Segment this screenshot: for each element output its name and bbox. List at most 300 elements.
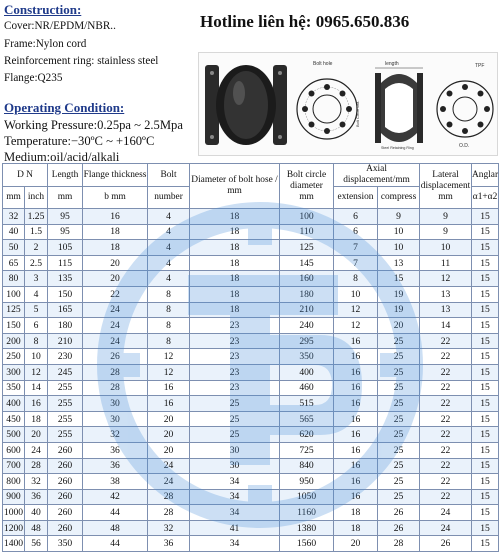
header-dn: D N (3, 164, 48, 187)
operating-title: Operating Condition: (4, 100, 125, 115)
cell-bolt-number: 24 (148, 458, 190, 474)
cell-bolt-hole-diameter: 30 (190, 458, 280, 474)
cell-axial-extension: 6 (334, 209, 378, 225)
cell-lateral-displacement: 22 (420, 380, 472, 396)
cell-angular: 15 (472, 536, 499, 552)
cell-lateral-displacement: 22 (420, 458, 472, 474)
cell-length: 210 (48, 333, 83, 349)
cell-dn-inch: 1.25 (25, 209, 48, 225)
cell-flange-thickness: 30 (83, 396, 148, 412)
cell-flange-thickness: 38 (83, 474, 148, 490)
cell-flange-thickness: 48 (83, 520, 148, 536)
cell-lateral-displacement: 26 (420, 536, 472, 552)
cell-axial-compress: 26 (378, 505, 420, 521)
operating-pressure: Working Pressure:0.25pa ~ 2.5Mpa (4, 118, 183, 132)
cell-bolt-hole-diameter: 18 (190, 271, 280, 287)
cell-axial-compress: 20 (378, 318, 420, 334)
cell-dn-mm: 100 (3, 286, 25, 302)
cell-bolt-hole-diameter: 18 (190, 240, 280, 256)
cell-flange-thickness: 24 (83, 318, 148, 334)
cell-lateral-displacement: 22 (420, 333, 472, 349)
cell-bolt-number: 32 (148, 520, 190, 536)
cell-bolt-number: 8 (148, 302, 190, 318)
cell-dn-mm: 800 (3, 474, 25, 490)
cell-bolt-number: 12 (148, 364, 190, 380)
header-bolt-unit: number (148, 187, 190, 209)
cell-bolt-number: 8 (148, 286, 190, 302)
cell-length: 260 (48, 520, 83, 536)
cell-axial-compress: 9 (378, 209, 420, 225)
cell-angular: 15 (472, 364, 499, 380)
cell-dn-inch: 28 (25, 458, 48, 474)
cell-axial-extension: 16 (334, 333, 378, 349)
cell-angular: 15 (472, 505, 499, 521)
cell-dn-mm: 80 (3, 271, 25, 287)
cell-bolt-circle-diameter: 1050 (280, 489, 334, 505)
cell-axial-compress: 10 (378, 224, 420, 240)
cell-bolt-number: 4 (148, 224, 190, 240)
cell-dn-inch: 14 (25, 380, 48, 396)
cell-axial-extension: 16 (334, 427, 378, 443)
cell-bolt-circle-diameter: 160 (280, 271, 334, 287)
cell-bolt-circle-diameter: 210 (280, 302, 334, 318)
cell-dn-inch: 18 (25, 411, 48, 427)
cell-dn-mm: 1400 (3, 536, 25, 552)
cell-dn-mm: 65 (3, 255, 25, 271)
construction-ring: Reinforcement ring: stainless steel (4, 55, 159, 67)
cell-bolt-number: 20 (148, 427, 190, 443)
section-drawing (367, 57, 431, 153)
cell-dn-inch: 32 (25, 474, 48, 490)
cell-dn-mm: 700 (3, 458, 25, 474)
cell-bolt-hole-diameter: 34 (190, 505, 280, 521)
cell-lateral-displacement: 12 (420, 271, 472, 287)
cell-axial-compress: 10 (378, 240, 420, 256)
cell-dn-mm: 500 (3, 427, 25, 443)
header-lateral (420, 164, 472, 209)
table-row (3, 364, 499, 380)
cell-lateral-displacement: 22 (420, 364, 472, 380)
cell-axial-compress: 25 (378, 411, 420, 427)
cell-bolt-circle-diameter: 840 (280, 458, 334, 474)
header-extension: extension (334, 187, 378, 209)
od-label: O.D. (459, 143, 470, 149)
table-row (3, 380, 499, 396)
cell-bolt-hole-diameter: 30 (190, 442, 280, 458)
cell-flange-thickness: 18 (83, 240, 148, 256)
cell-axial-extension: 12 (334, 302, 378, 318)
cell-flange-thickness: 36 (83, 458, 148, 474)
cell-flange-thickness: 32 (83, 427, 148, 443)
cell-axial-compress: 15 (378, 271, 420, 287)
cell-bolt-circle-diameter: 240 (280, 318, 334, 334)
cell-flange-thickness: 42 (83, 489, 148, 505)
cell-axial-extension: 7 (334, 255, 378, 271)
cell-axial-compress: 25 (378, 333, 420, 349)
cell-bolt-hole-diameter: 34 (190, 489, 280, 505)
bolt-circle-label: Bolt Circle Dia. (355, 100, 360, 127)
rubber-joint-photo (203, 59, 289, 151)
header-axial: Axial displacement/mm (334, 164, 420, 187)
cell-axial-extension: 10 (334, 286, 378, 302)
cell-axial-compress: 19 (378, 286, 420, 302)
cell-angular: 15 (472, 240, 499, 256)
cell-dn-inch: 8 (25, 333, 48, 349)
cell-bolt-number: 20 (148, 411, 190, 427)
table-row (3, 396, 499, 412)
cell-axial-compress: 25 (378, 474, 420, 490)
cell-axial-compress: 13 (378, 255, 420, 271)
header-flange: Flange thickness (83, 164, 148, 187)
cell-length: 95 (48, 224, 83, 240)
cell-dn-mm: 250 (3, 349, 25, 365)
cell-dn-mm: 400 (3, 396, 25, 412)
cell-lateral-displacement: 22 (420, 489, 472, 505)
table-row (3, 255, 499, 271)
cell-dn-mm: 450 (3, 411, 25, 427)
cell-axial-extension: 16 (334, 380, 378, 396)
bolt-hole-label: Bolt hole (313, 61, 333, 67)
cell-bolt-hole-diameter: 41 (190, 520, 280, 536)
cell-dn-inch: 10 (25, 349, 48, 365)
construction-cover: Cover:NR/EPDM/NBR.. (4, 20, 116, 32)
table-row (3, 427, 499, 443)
cell-dn-inch: 12 (25, 364, 48, 380)
cell-lateral-displacement: 24 (420, 520, 472, 536)
table-row (3, 411, 499, 427)
cell-axial-extension: 16 (334, 396, 378, 412)
cell-lateral-displacement: 22 (420, 427, 472, 443)
cell-bolt-number: 4 (148, 255, 190, 271)
cell-bolt-circle-diameter: 145 (280, 255, 334, 271)
cell-axial-compress: 25 (378, 489, 420, 505)
cell-dn-inch: 2 (25, 240, 48, 256)
cell-lateral-displacement: 22 (420, 474, 472, 490)
cell-axial-compress: 25 (378, 364, 420, 380)
cell-bolt-hole-diameter: 18 (190, 286, 280, 302)
table-row (3, 458, 499, 474)
cell-axial-compress: 26 (378, 520, 420, 536)
cell-lateral-displacement: 10 (420, 240, 472, 256)
cell-dn-inch: 2.5 (25, 255, 48, 271)
cell-angular: 15 (472, 520, 499, 536)
cell-bolt-circle-diameter: 295 (280, 333, 334, 349)
cell-bolt-hole-diameter: 25 (190, 411, 280, 427)
spec-header (0, 0, 500, 163)
cell-dn-inch: 24 (25, 442, 48, 458)
header-angular-unit: α1+α2 (472, 187, 499, 209)
cell-bolt-hole-diameter: 18 (190, 224, 280, 240)
cell-axial-extension: 7 (334, 240, 378, 256)
table-row (3, 209, 499, 225)
cell-axial-extension: 18 (334, 505, 378, 521)
cell-angular: 15 (472, 474, 499, 490)
cell-length: 115 (48, 255, 83, 271)
cell-axial-extension: 16 (334, 489, 378, 505)
header-bolt-circle-unit: mm (299, 191, 314, 202)
flange-face-drawing (293, 57, 365, 153)
table-row (3, 302, 499, 318)
cell-length: 260 (48, 458, 83, 474)
cell-bolt-number: 28 (148, 489, 190, 505)
header-length-unit: mm (48, 187, 83, 209)
cell-length: 105 (48, 240, 83, 256)
cell-flange-thickness: 22 (83, 286, 148, 302)
cell-length: 150 (48, 286, 83, 302)
cell-lateral-displacement: 9 (420, 209, 472, 225)
cell-flange-thickness: 18 (83, 224, 148, 240)
cell-length: 260 (48, 505, 83, 521)
table-row (3, 224, 499, 240)
cell-dn-mm: 1200 (3, 520, 25, 536)
cell-axial-extension: 16 (334, 458, 378, 474)
cell-angular: 15 (472, 271, 499, 287)
cell-lateral-displacement: 9 (420, 224, 472, 240)
table-row (3, 442, 499, 458)
table-row (3, 505, 499, 521)
cell-dn-inch: 16 (25, 396, 48, 412)
cell-bolt-hole-diameter: 18 (190, 302, 280, 318)
cell-bolt-number: 8 (148, 333, 190, 349)
hotline-text: Hotline liên hệ: 0965.650.836 (200, 12, 410, 31)
table-row (3, 536, 499, 552)
cell-flange-thickness: 44 (83, 536, 148, 552)
cell-bolt-circle-diameter: 400 (280, 364, 334, 380)
cell-length: 135 (48, 271, 83, 287)
cell-flange-thickness: 26 (83, 349, 148, 365)
cell-length: 230 (48, 349, 83, 365)
table-row (3, 474, 499, 490)
cell-lateral-displacement: 11 (420, 255, 472, 271)
cell-bolt-number: 28 (148, 505, 190, 521)
cell-bolt-hole-diameter: 23 (190, 380, 280, 396)
specification-table (2, 163, 499, 552)
cell-bolt-circle-diameter: 1380 (280, 520, 334, 536)
cell-length: 180 (48, 318, 83, 334)
cell-axial-extension: 20 (334, 536, 378, 552)
cell-flange-thickness: 30 (83, 411, 148, 427)
cell-dn-mm: 300 (3, 364, 25, 380)
cell-bolt-number: 36 (148, 536, 190, 552)
cell-lateral-displacement: 22 (420, 442, 472, 458)
cell-dn-inch: 20 (25, 427, 48, 443)
cell-bolt-number: 16 (148, 380, 190, 396)
cell-lateral-displacement: 22 (420, 396, 472, 412)
cell-lateral-displacement: 24 (420, 505, 472, 521)
cell-axial-compress: 25 (378, 396, 420, 412)
cell-angular: 15 (472, 318, 499, 334)
cell-bolt-number: 20 (148, 442, 190, 458)
cell-bolt-number: 4 (148, 240, 190, 256)
cell-dn-mm: 40 (3, 224, 25, 240)
table-row (3, 349, 499, 365)
cell-bolt-hole-diameter: 23 (190, 364, 280, 380)
product-illustrations (198, 52, 498, 156)
cell-flange-thickness: 44 (83, 505, 148, 521)
header-length: Length (48, 164, 83, 187)
cell-length: 260 (48, 442, 83, 458)
cell-bolt-hole-diameter: 23 (190, 333, 280, 349)
cell-dn-inch: 6 (25, 318, 48, 334)
cell-flange-thickness: 20 (83, 271, 148, 287)
table-row (3, 240, 499, 256)
cell-flange-thickness: 36 (83, 442, 148, 458)
cell-flange-thickness: 24 (83, 333, 148, 349)
cell-lateral-displacement: 22 (420, 349, 472, 365)
table-row (3, 333, 499, 349)
cell-axial-extension: 12 (334, 318, 378, 334)
cell-axial-extension: 18 (334, 520, 378, 536)
cell-length: 260 (48, 489, 83, 505)
cell-bolt-number: 12 (148, 349, 190, 365)
cell-bolt-circle-diameter: 565 (280, 411, 334, 427)
header-lateral-title: Lateral displacement (420, 169, 471, 191)
cell-bolt-hole-diameter: 25 (190, 396, 280, 412)
cell-angular: 15 (472, 411, 499, 427)
cell-bolt-hole-diameter: 25 (190, 427, 280, 443)
cell-length: 255 (48, 380, 83, 396)
cell-axial-extension: 16 (334, 442, 378, 458)
cell-bolt-circle-diameter: 125 (280, 240, 334, 256)
cell-axial-compress: 25 (378, 458, 420, 474)
cell-axial-extension: 16 (334, 411, 378, 427)
cell-bolt-hole-diameter: 34 (190, 536, 280, 552)
cell-dn-mm: 32 (3, 209, 25, 225)
cell-dn-inch: 56 (25, 536, 48, 552)
cell-flange-thickness: 28 (83, 380, 148, 396)
header-angular: Anglar (472, 164, 499, 187)
flange-od-drawing (433, 57, 497, 153)
cell-bolt-circle-diameter: 100 (280, 209, 334, 225)
cell-bolt-circle-diameter: 725 (280, 442, 334, 458)
construction-flange: Flange:Q235 (4, 72, 63, 84)
header-inch: inch (25, 187, 48, 209)
cell-angular: 15 (472, 396, 499, 412)
cell-bolt-circle-diameter: 110 (280, 224, 334, 240)
cell-flange-thickness: 20 (83, 255, 148, 271)
cell-angular: 15 (472, 442, 499, 458)
cell-axial-compress: 25 (378, 380, 420, 396)
header-bolt-hole-dia: Diameter of bolt hose / mm (190, 164, 280, 209)
cell-dn-inch: 3 (25, 271, 48, 287)
cell-bolt-circle-diameter: 950 (280, 474, 334, 490)
cell-bolt-circle-diameter: 460 (280, 380, 334, 396)
cell-dn-inch: 36 (25, 489, 48, 505)
cell-length: 95 (48, 209, 83, 225)
cell-dn-mm: 1000 (3, 505, 25, 521)
construction-frame: Frame:Nylon cord (4, 38, 87, 50)
cell-angular: 15 (472, 286, 499, 302)
cell-angular: 15 (472, 255, 499, 271)
cell-bolt-hole-diameter: 18 (190, 209, 280, 225)
cell-bolt-number: 16 (148, 396, 190, 412)
cell-axial-compress: 25 (378, 427, 420, 443)
cell-length: 245 (48, 364, 83, 380)
cell-lateral-displacement: 14 (420, 318, 472, 334)
cell-axial-compress: 25 (378, 442, 420, 458)
cell-dn-mm: 125 (3, 302, 25, 318)
cell-axial-extension: 16 (334, 349, 378, 365)
cell-bolt-circle-diameter: 1160 (280, 505, 334, 521)
cell-length: 350 (48, 536, 83, 552)
header-mm: mm (3, 187, 25, 209)
cell-bolt-number: 8 (148, 318, 190, 334)
cell-dn-mm: 50 (3, 240, 25, 256)
cell-dn-inch: 48 (25, 520, 48, 536)
cell-bolt-circle-diameter: 515 (280, 396, 334, 412)
steel-ring-label: Steel Retaining Ring (381, 146, 414, 150)
header-lateral-unit: mm (438, 191, 453, 202)
cell-length: 255 (48, 411, 83, 427)
cell-axial-extension: 6 (334, 224, 378, 240)
cell-angular: 15 (472, 380, 499, 396)
cell-bolt-hole-diameter: 23 (190, 349, 280, 365)
cell-length: 255 (48, 396, 83, 412)
cell-dn-mm: 600 (3, 442, 25, 458)
cell-dn-inch: 40 (25, 505, 48, 521)
cell-dn-mm: 150 (3, 318, 25, 334)
cell-bolt-circle-diameter: 180 (280, 286, 334, 302)
header-bolt-circle (280, 164, 334, 209)
cell-bolt-hole-diameter: 18 (190, 255, 280, 271)
cell-angular: 15 (472, 224, 499, 240)
cell-bolt-circle-diameter: 350 (280, 349, 334, 365)
cell-axial-extension: 16 (334, 364, 378, 380)
header-bolt-circle-title: Bolt circle diameter (286, 169, 327, 191)
cell-angular: 15 (472, 302, 499, 318)
table-row (3, 286, 499, 302)
cell-dn-mm: 200 (3, 333, 25, 349)
cell-dn-inch: 4 (25, 286, 48, 302)
cell-angular: 15 (472, 209, 499, 225)
table-row (3, 318, 499, 334)
length-label: length (385, 61, 399, 67)
cell-bolt-number: 4 (148, 209, 190, 225)
table-body (3, 209, 499, 552)
operating-medium: Medium:oil/acid/alkali (4, 150, 120, 164)
table-row (3, 489, 499, 505)
cell-flange-thickness: 28 (83, 364, 148, 380)
cell-angular: 15 (472, 489, 499, 505)
cell-axial-extension: 8 (334, 271, 378, 287)
cell-angular: 15 (472, 458, 499, 474)
cell-lateral-displacement: 13 (420, 302, 472, 318)
cell-bolt-number: 24 (148, 474, 190, 490)
cell-angular: 15 (472, 427, 499, 443)
cell-length: 260 (48, 474, 83, 490)
cell-lateral-displacement: 13 (420, 286, 472, 302)
operating-temperature: Temperature:−30ºC ~ +160ºC (4, 134, 155, 148)
cell-flange-thickness: 16 (83, 209, 148, 225)
cell-bolt-number: 4 (148, 271, 190, 287)
cell-bolt-circle-diameter: 1560 (280, 536, 334, 552)
cell-dn-inch: 5 (25, 302, 48, 318)
header-flange-unit: b mm (83, 187, 148, 209)
cell-lateral-displacement: 22 (420, 411, 472, 427)
cell-dn-mm: 900 (3, 489, 25, 505)
table-row (3, 271, 499, 287)
cell-bolt-hole-diameter: 34 (190, 474, 280, 490)
table-row (3, 520, 499, 536)
cell-bolt-circle-diameter: 620 (280, 427, 334, 443)
cell-bolt-hole-diameter: 23 (190, 318, 280, 334)
cell-dn-inch: 1.5 (25, 224, 48, 240)
cell-axial-compress: 19 (378, 302, 420, 318)
cell-angular: 15 (472, 333, 499, 349)
tpf-label: TPF (475, 63, 485, 69)
cell-angular: 15 (472, 349, 499, 365)
header-compress: compress (378, 187, 420, 209)
